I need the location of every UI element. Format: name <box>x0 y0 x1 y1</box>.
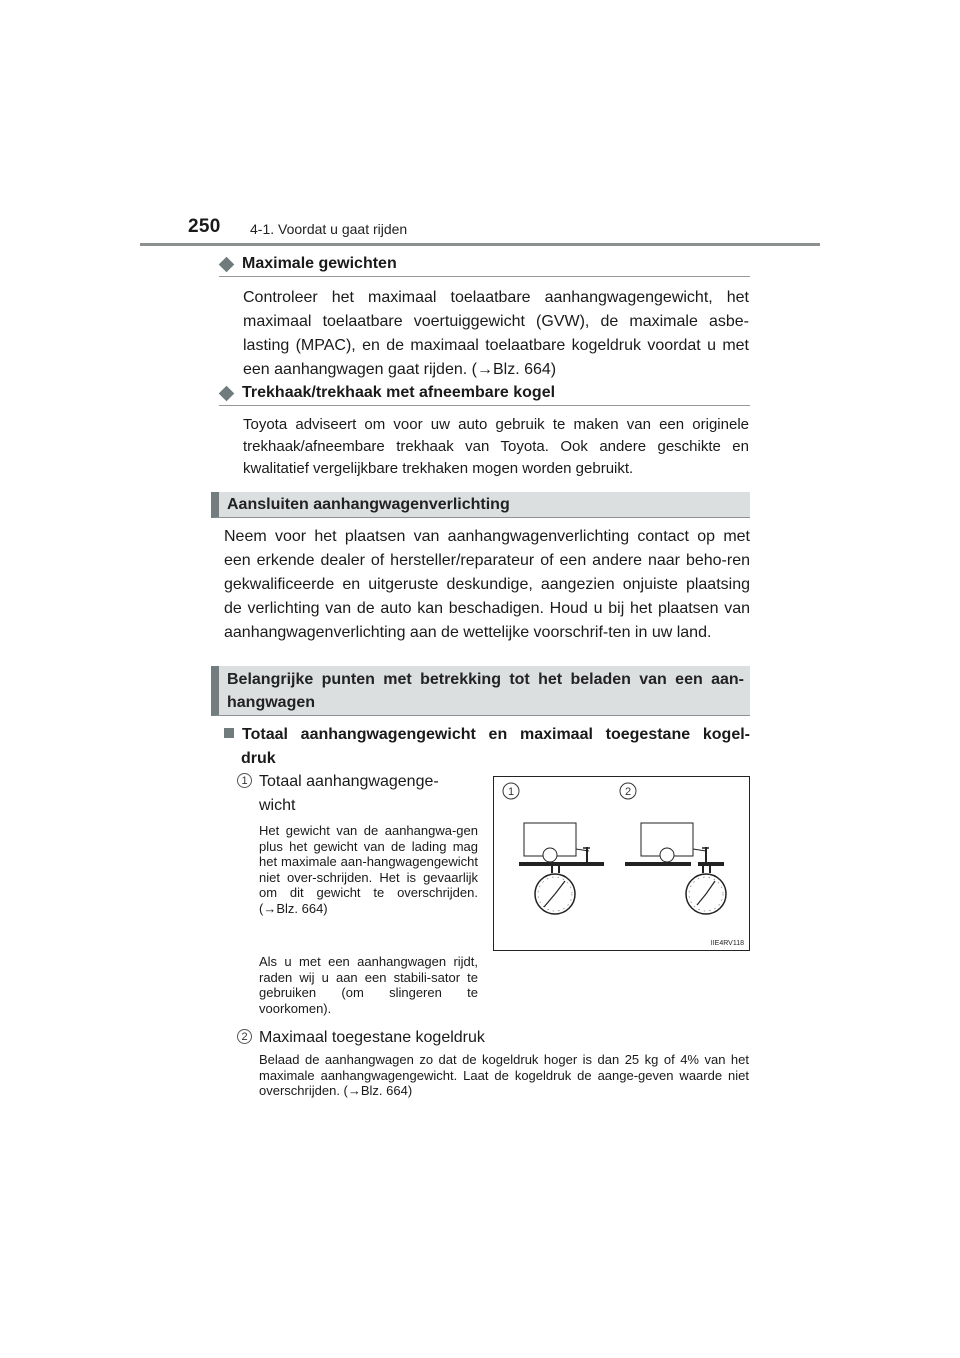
item-2-note: Belaad de aanhangwagen zo dat de kogeldruk hoger is dan 25 kg of 4% van het maximale aanhangwagengewicht. Laat de kogeldruk de aange-geven waarde niet overschrijden. (→Blz. 664) <box>259 1052 749 1098</box>
figure-label-2: 2 <box>624 786 632 798</box>
item-2-number-icon: 2 <box>237 1029 252 1044</box>
towbar-heading-text: Trekhaak/trekhaak met afneembare kogel <box>242 384 556 401</box>
max-weights-text: Controleer het maximaal toelaatbare aanhangwagengewicht, het maximaal toelaatbare voertuiggewicht (GVW), de maximale asbe-lasting (MPAC), en de maximaal toelaatbare kogeldruk voordat u met een aanhangwagen gaat rijden. (→Blz. 664) <box>243 289 749 378</box>
loading-banner-line1: Belangrijke punten met betrekking tot het beladen van een aan- <box>227 671 744 688</box>
loading-banner <box>211 666 750 716</box>
heading-rule <box>219 276 750 277</box>
header-rule <box>140 243 820 246</box>
page-number: 250 <box>188 216 221 237</box>
trailer-diagram <box>494 777 749 950</box>
figure-label-1: 1 <box>507 786 515 798</box>
item-1-title-line1: Totaal aanhangwagenge- <box>259 773 439 790</box>
item-1-title-line2: wicht <box>259 797 296 814</box>
lighting-text: Neem voor het plaatsen van aanhangwagenverlichting contact op met een erkende dealer of hersteller/reparateur of een andere naar beho-ren gekwalificeerde en uitgeruste deskundige, aangezien onjuiste plaatsing de verlichting van de auto kan beschadigen. Houd u bij het plaatsen van aanhangwagenverlichting aan de wettelijke voorschrif-ten in uw land. <box>224 528 750 641</box>
lighting-banner <box>211 492 750 518</box>
loading-subheading <box>224 723 750 771</box>
loading-subheading-line2: druk <box>241 750 276 767</box>
figure-code: IIE4RV118 <box>710 940 744 947</box>
item-1-note-2: Als u met een aanhangwagen rijdt, raden wij u aan een stabili-sator te gebruiken (om slingeren te voorkomen). <box>259 954 478 1016</box>
item-1-number-icon: 1 <box>237 773 252 788</box>
square-bullet-icon <box>224 728 234 738</box>
lighting-banner-text: Aansluiten aanhangwagenverlichting <box>227 496 510 513</box>
towbar-text: Toyota adviseert om voor uw auto gebruik te maken van een originele trekhaak/afneembare trekhaak van Toyota. Ook andere geschikte en kwalitatief vergelijkbare trekhaken mogen worden gebruikt. <box>243 416 749 477</box>
loading-subheading-line1: Totaal aanhangwagengewicht en maximaal toegestane kogel- <box>242 726 750 743</box>
diamond-bullet-icon <box>219 256 235 272</box>
diamond-bullet-icon <box>219 385 235 401</box>
loading-banner-line2: hangwagen <box>227 694 316 711</box>
trailer-weight-illustration <box>493 776 750 951</box>
heading-rule <box>219 405 750 406</box>
towbar-heading <box>219 384 555 402</box>
item-1-note-1: Het gewicht van de aanhangwa-gen plus het gewicht van de lading mag het maximale aan-hangwagengewicht niet over-schrijden. Het is gevaarlijk om dit gewicht te overschrijden. (→Blz. 664) <box>259 823 478 916</box>
max-weights-heading-text: Maximale gewichten <box>242 255 397 272</box>
left-trailer-icon <box>519 823 604 914</box>
item-2-title: Maximaal toegestane kogeldruk <box>259 1029 485 1046</box>
section-title: 4-1. Voordat u gaat rijden <box>250 221 408 237</box>
item-1-title <box>259 770 439 818</box>
max-weights-heading <box>219 255 397 273</box>
right-trailer-icon <box>625 823 726 914</box>
